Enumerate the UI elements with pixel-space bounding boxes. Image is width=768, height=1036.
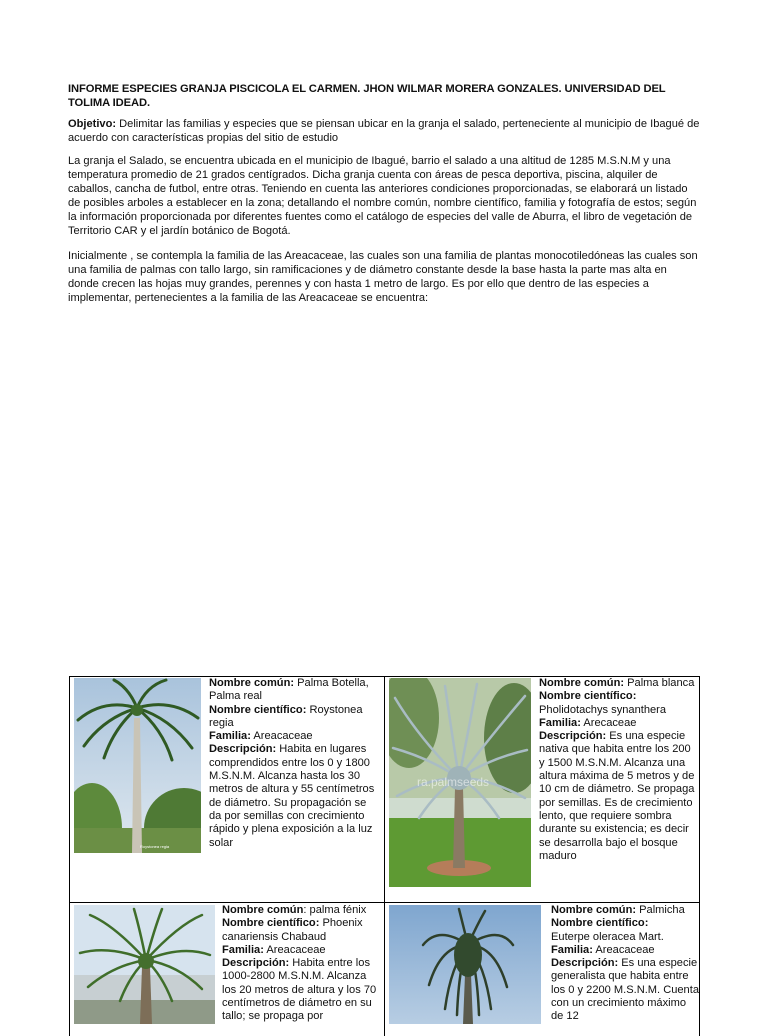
common-name-label: Nombre común:: [539, 677, 625, 689]
description-label: Descripción:: [539, 730, 607, 743]
euterpe-photo: [389, 905, 541, 1024]
family-value: Areacaceae: [250, 730, 313, 743]
description-value: Habita entre los 1000-2800 M.S.N.M. Alcanza los 20 metros de altura y los 70 centímetros de diámetro en su tallo; se propaga por: [222, 957, 377, 1023]
scientific-name-row: [551, 917, 699, 944]
species-cell-4: [551, 904, 699, 1024]
phoenix-photo: [74, 905, 215, 1024]
description-value: Habita en lugares comprendidos entre los 0 y 1800 M.S.N.M. Alcanza hasta los 30 metros de altura y 55 centímetros de diámetro. Su propagación se da por semillas con crecimiento rápido y plena exposición a la luz solar: [209, 743, 375, 849]
palma-blanca-photo: [389, 678, 531, 887]
location-paragraph: La granja el Salado, se encuentra ubicada en el municipio de Ibagué, barrio el salado a una altitud de 1285 M.S.N.M y una temperatura promedio de 21 grados centígrados. Dicha granja cuenta con áreas de pesca deportiva, piscina, alquiler de caballos, cancha de futbol, entre otras. Teniendo en cuenta las anteriores condiciones proporcionadas, se elaborará un listado de posibles arboles a establecer en la zona; detallando el nombre común, nombre científico, familia y fotografía de estos; según la información proporcionada por diferentes fuentes como el catálogo de especies del valle de Aburra, el libro de vegetación de Territorio CAR y el jardín botánico de Bogotá.: [68, 155, 697, 237]
family-row: [222, 944, 382, 957]
photo-watermark: ra.palmseeds: [417, 775, 490, 789]
objective-paragraph: [68, 118, 700, 146]
species-cell-2: [539, 677, 699, 863]
scientific-name-row: [539, 690, 699, 717]
description-row: [539, 730, 699, 863]
common-name-label: Nombre común:: [209, 677, 295, 689]
description-label: Descripción:: [209, 743, 277, 756]
description-value: Es una especie nativa que habita entre los 200 y 1500 M.S.N.M. Alcanza una altura máxima de 5 metros y de 10 cm de diámetro. Se propaga por semillas. Es de crecimiento lento, que requiere sombra durante su existencia; es decir se desarrolla bajo el bosque maduro: [539, 730, 695, 862]
table-column-divider: [384, 676, 385, 1036]
common-name-value: Palma blanca: [624, 677, 695, 689]
report-title: INFORME ESPECIES GRANJA PISCICOLA EL CARMEN. JHON WILMAR MORERA GONZALES. UNIVERSIDAD DEL TOLIMA IDEAD.: [68, 83, 666, 109]
family-row: [551, 944, 699, 957]
common-name-value: Palmicha: [636, 904, 685, 916]
common-name-label: Nombre común: [222, 904, 304, 916]
scientific-name-row: [222, 917, 382, 944]
objective-text: Delimitar las familias y especies que se piensan ubicar en la granja el salado, perteneciente al municipio de Ibagué de acuerdo con características propias del sitio de estudio: [68, 118, 700, 144]
description-row: [222, 957, 382, 1023]
family-value: Areacaceae: [592, 943, 655, 956]
family-label: Familia:: [551, 943, 593, 956]
objective-label: Objetivo:: [68, 118, 117, 130]
family-label: Familia:: [209, 730, 251, 743]
description-label: Descripción:: [222, 957, 290, 970]
common-name-value: Palma Botella, Palma real: [209, 677, 369, 703]
photo-caption: Roystonea regia: [140, 844, 170, 849]
scientific-name-value: Euterpe oleracea Mart.: [551, 930, 664, 943]
family-value: Arecaceae: [580, 716, 637, 729]
description-row: [551, 957, 699, 1023]
common-name-row: [539, 677, 699, 690]
common-name-label: Nombre común:: [551, 904, 637, 916]
scientific-name-label: Nombre científico:: [539, 690, 637, 703]
family-paragraph: Inicialmente , se contempla la familia de las Areacaceae, las cuales son una familia de plantas monocotiledóneas las cuales son una familia de palmas con tallo largo, sin ramificaciones y de diámetro constante desde la base hasta la parte mas alta en donde crecen las hojas muy grandes, perennes y con hasta 1 metro de largo. Es por ello que dentro de las especies a implementar, pertenecientes a la familia de las Areacaceae se encuentra:: [68, 250, 698, 304]
scientific-name-label: Nombre científico:: [222, 917, 320, 930]
family-label: Familia:: [222, 943, 264, 956]
scientific-name-label: Nombre científico:: [551, 917, 649, 930]
family-value: Areacaceae: [263, 943, 326, 956]
table-row-divider: [69, 902, 700, 903]
common-name-row: [551, 904, 699, 917]
roystonea-photo: [74, 678, 201, 853]
description-row: [209, 743, 381, 849]
common-name-row: [209, 677, 381, 704]
common-name-value: : palma fénix: [303, 904, 367, 916]
scientific-name-value: Pholidotachys synanthera: [539, 703, 667, 716]
family-label: Familia:: [539, 716, 581, 729]
scientific-name-row: [209, 704, 381, 731]
scientific-name-value: Roystonea regia: [209, 703, 363, 729]
family-row: [209, 730, 381, 743]
species-cell-3: [222, 904, 382, 1024]
description-label: Descripción:: [551, 957, 619, 970]
scientific-name-value: Phoenix canariensis Chabaud: [222, 917, 363, 943]
species-cell-1: [209, 677, 381, 850]
scientific-name-label: Nombre científico:: [209, 703, 307, 716]
description-value: Es una especie generalista que habita entre los 0 y 2200 M.S.N.M. Cuenta con un crecimiento máximo de 12: [551, 957, 699, 1023]
family-row: [539, 717, 699, 730]
common-name-row: [222, 904, 382, 917]
